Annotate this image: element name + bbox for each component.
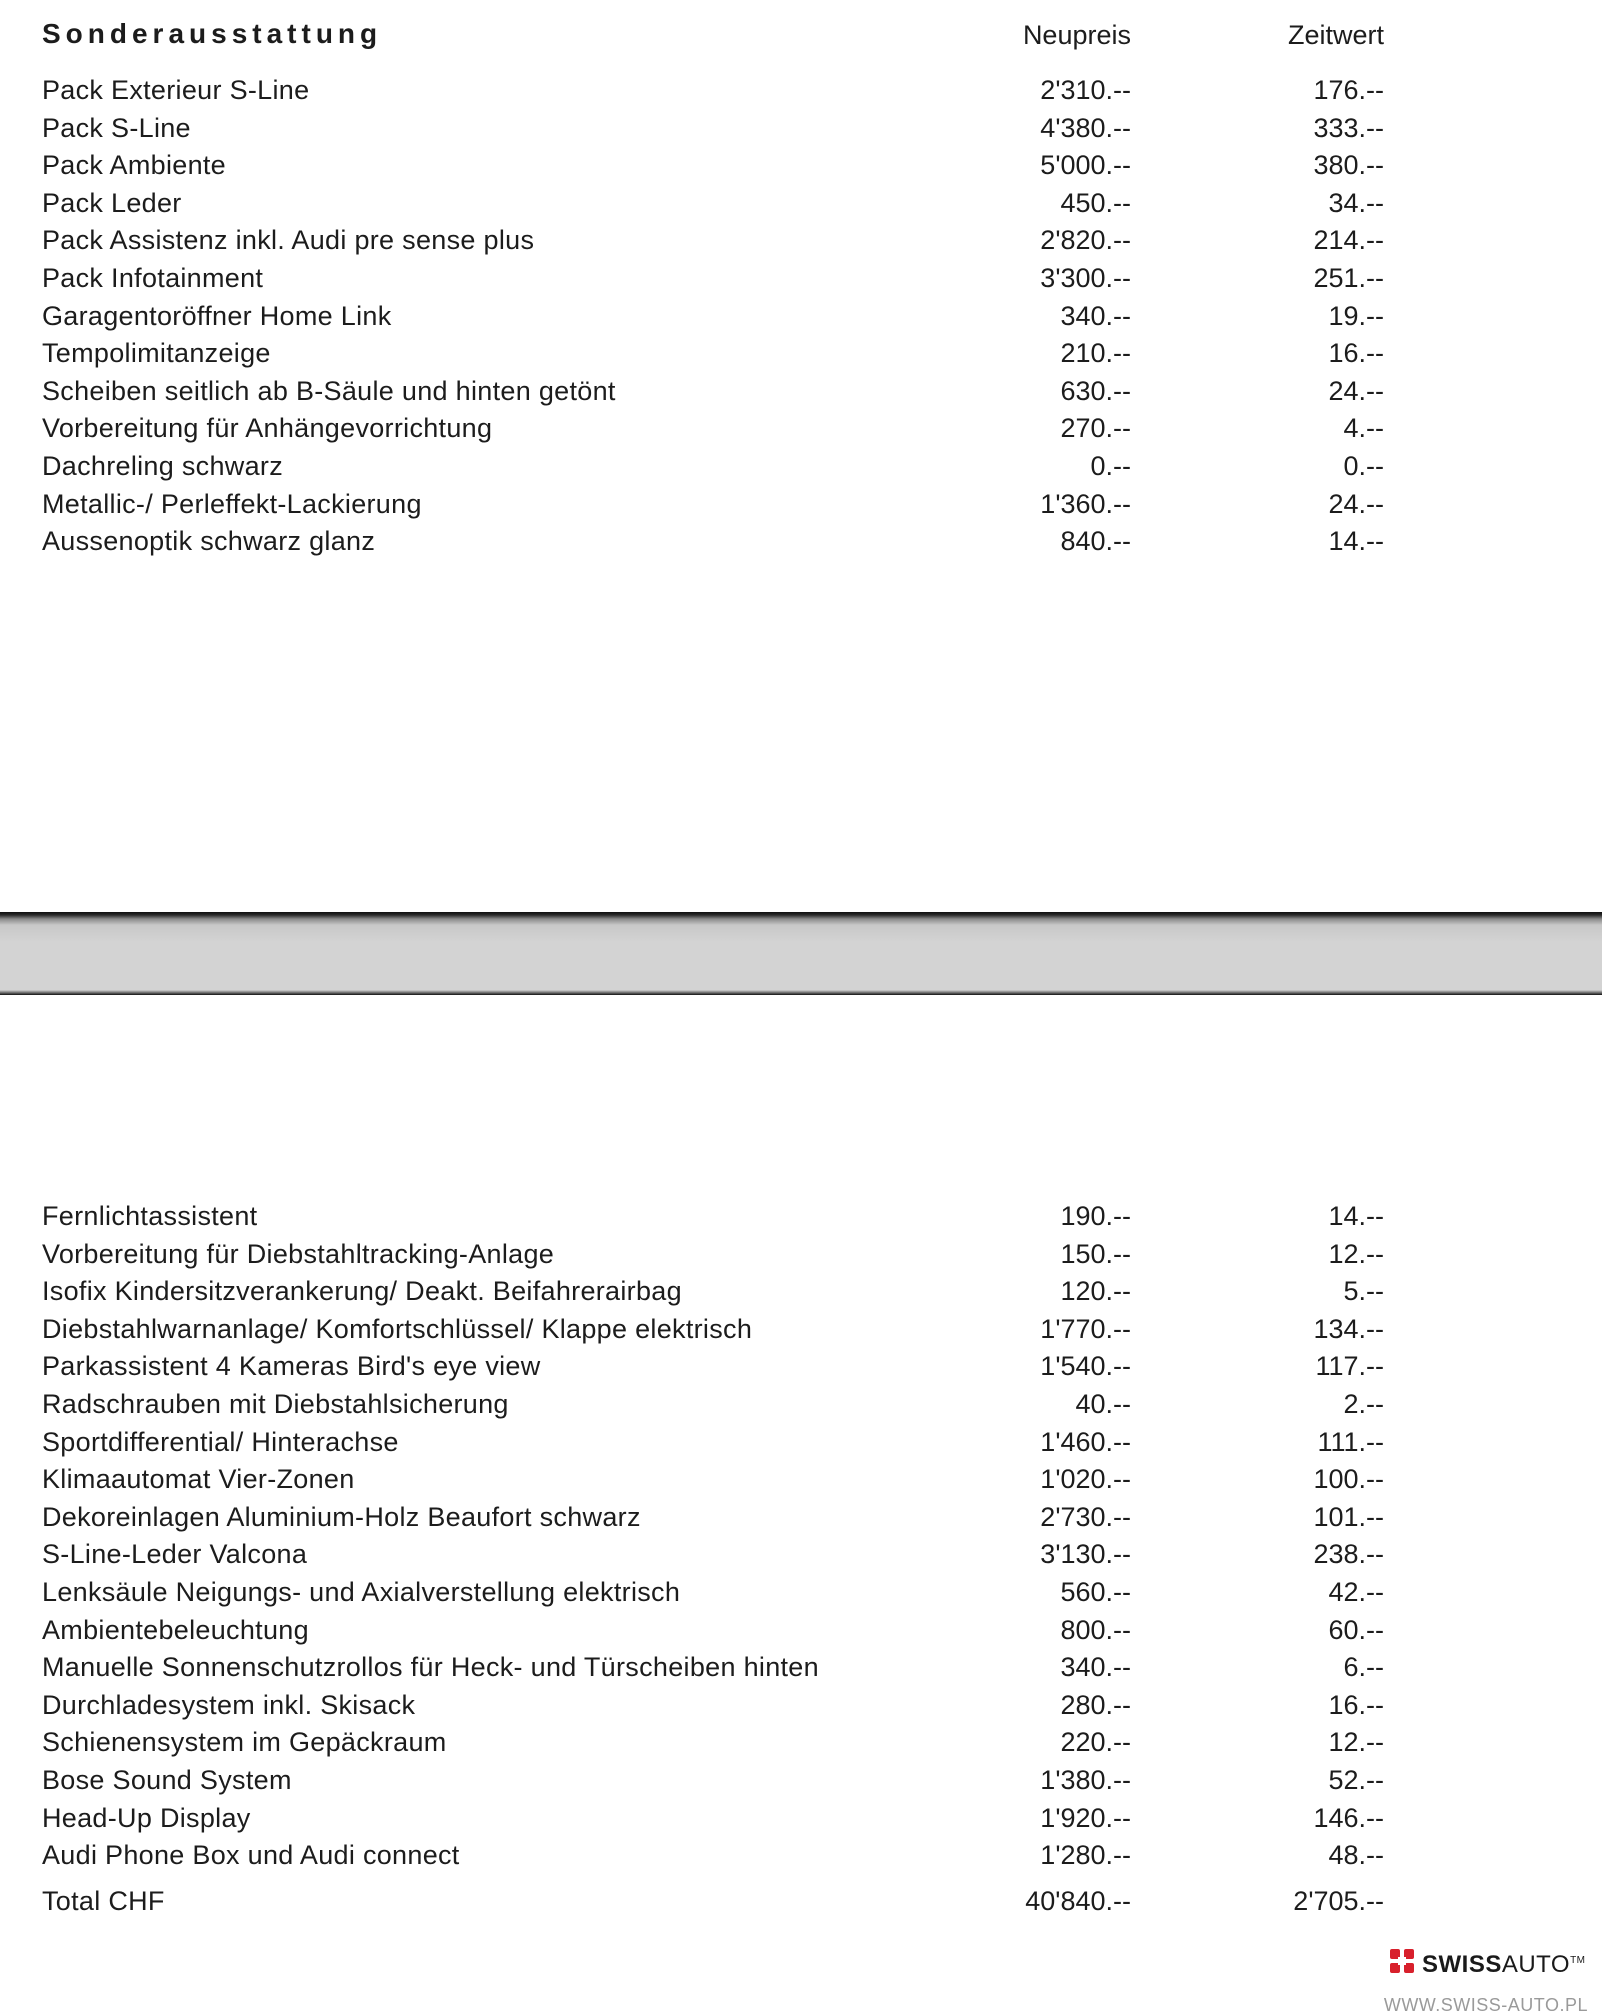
zeitwert-value: 101.-- [1313,1501,1384,1532]
equipment-row [0,146,1602,184]
equipment-row [0,1310,1602,1348]
zeitwert-value: 19.-- [1328,300,1384,331]
equipment-label: Pack Infotainment [42,263,264,293]
equipment-label: Pack Assistenz inkl. Audi pre sense plus [42,225,535,256]
zeitwert-value: 12.-- [1328,1727,1384,1758]
neupreis-value: 1'920.-- [1040,1802,1131,1833]
equipment-label: Head-Up Display [42,1802,251,1833]
equipment-label: Ambientebeleuchtung [42,1614,309,1645]
neupreis-value: 120.-- [1060,1276,1131,1307]
zeitwert-value: 4.-- [1343,413,1384,444]
zeitwert-value: 2.-- [1343,1389,1384,1419]
zeitwert-value: 214.-- [1313,225,1384,256]
equipment-label: Garagentoröffner Home Link [42,300,392,331]
equipment-label: Manuelle Sonnenschutzrollos für Heck- und Türscheiben hinten [42,1652,819,1683]
neupreis-value: 1'540.-- [1040,1351,1131,1382]
equipment-label: Metallic-/ Perleffekt-Lackierung [42,488,422,519]
zeitwert-value: 134.-- [1313,1313,1384,1344]
neupreis-value: 560.-- [1060,1577,1131,1607]
neupreis-value: 40.-- [1075,1389,1131,1419]
zeitwert-value: 0.-- [1343,451,1384,481]
equipment-label: Fernlichtassistent [42,1201,258,1231]
neupreis-value: 3'130.-- [1040,1539,1131,1570]
zeitwert-value: 100.-- [1313,1464,1384,1495]
neupreis-value: 2'820.-- [1040,225,1131,256]
neupreis-value: 210.-- [1060,338,1131,369]
equipment-label: Lenksäule Neigungs- und Axialverstellung elektrisch [42,1577,681,1607]
zeitwert-value: 60.-- [1328,1614,1384,1645]
equipment-label: S-Line-Leder Valcona [42,1539,308,1570]
column-header-neupreis: Neupreis [1022,20,1131,50]
equipment-label: Durchladesystem inkl. Skisack [42,1689,416,1720]
total-zeitwert: 2'705.-- [1293,1886,1384,1916]
neupreis-value: 1'380.-- [1040,1765,1131,1795]
equipment-row [0,1197,1602,1235]
zeitwert-value: 24.-- [1328,375,1384,406]
neupreis-value: 3'300.-- [1040,263,1131,293]
total-label: Total CHF [42,1886,165,1916]
section-bottom [0,995,1602,2016]
zeitwert-value: 34.-- [1328,187,1384,218]
equipment-row [0,1761,1602,1799]
equipment-row [0,1272,1602,1310]
equipment-row [0,1385,1602,1423]
equipment-label: Schienensystem im Gepäckraum [42,1727,447,1758]
equipment-row [0,1686,1602,1724]
brand-url: WWW.SWISS-AUTO.PL [1383,1995,1588,2015]
neupreis-value: 4'380.-- [1040,112,1131,143]
neupreis-value: 0.-- [1090,451,1131,481]
zeitwert-value: 146.-- [1313,1802,1384,1833]
neupreis-value: 1'360.-- [1040,488,1131,519]
neupreis-value: 270.-- [1060,413,1131,444]
equipment-row [0,522,1602,560]
neupreis-value: 1'770.-- [1040,1313,1131,1344]
equipment-label: Scheiben seitlich ab B-Säule und hinten getönt [42,375,616,406]
equipment-label: Pack Exterieur S-Line [42,75,310,105]
equipment-label: Tempolimitanzeige [42,338,271,369]
zeitwert-value: 333.-- [1313,112,1384,143]
neupreis-value: 450.-- [1060,187,1131,218]
equipment-row [0,1611,1602,1649]
neupreis-value: 150.-- [1060,1238,1131,1269]
equipment-row [0,109,1602,147]
equipment-row [0,1535,1602,1573]
equipment-row [0,297,1602,335]
neupreis-value: 630.-- [1060,375,1131,406]
zeitwert-value: 48.-- [1328,1840,1384,1871]
equipment-row [0,1347,1602,1385]
zeitwert-value: 176.-- [1313,75,1384,105]
neupreis-value: 2'310.-- [1040,75,1131,105]
zeitwert-value: 14.-- [1328,526,1384,557]
section-top [0,0,1602,912]
equipment-label: Klimaautomat Vier-Zonen [42,1464,355,1495]
neupreis-value: 280.-- [1060,1689,1131,1720]
equipment-row [0,1799,1602,1837]
neupreis-value: 220.-- [1060,1727,1131,1758]
total-row [0,1882,1602,1920]
zeitwert-value: 16.-- [1328,338,1384,369]
equipment-row [0,1648,1602,1686]
equipment-row [0,447,1602,485]
equipment-label: Parkassistent 4 Kameras Bird's eye view [42,1351,541,1382]
neupreis-value: 5'000.-- [1040,150,1131,181]
equipment-label: Dekoreinlagen Aluminium-Holz Beaufort schwarz [42,1501,641,1532]
column-header-zeitwert: Zeitwert [1287,20,1384,50]
neupreis-value: 840.-- [1060,526,1131,557]
neupreis-value: 1'280.-- [1040,1840,1131,1871]
zeitwert-value: 5.-- [1343,1276,1384,1307]
neupreis-value: 340.-- [1060,1652,1131,1683]
equipment-row [0,259,1602,297]
page-title: Sonderausstattung [42,18,383,49]
equipment-label: Audi Phone Box und Audi connect [42,1840,460,1871]
neupreis-value: 340.-- [1060,300,1131,331]
equipment-row [0,1573,1602,1611]
zeitwert-value: 238.-- [1313,1539,1384,1570]
swissauto-cross-logo-icon [1388,1947,1416,1975]
neupreis-value: 1'020.-- [1040,1464,1131,1495]
zeitwert-value: 24.-- [1328,488,1384,519]
zeitwert-value: 111.-- [1317,1426,1384,1457]
equipment-row [0,1460,1602,1498]
equipment-label: Diebstahlwarnanlage/ Komfortschlüssel/ Klappe elektrisch [42,1313,753,1344]
equipment-label: Bose Sound System [42,1765,292,1795]
brand-name: SWISSAUTO™ [1422,1951,1586,1978]
neupreis-value: 1'460.-- [1040,1426,1131,1457]
brand-logo [1388,1945,1588,1985]
equipment-label: Vorbereitung für Anhängevorrichtung [42,413,493,444]
equipment-row [0,1498,1602,1536]
equipment-label: Isofix Kindersitzverankerung/ Deakt. Beifahrerairbag [42,1276,682,1307]
page-separator [0,912,1602,995]
neupreis-value: 800.-- [1060,1614,1131,1645]
zeitwert-value: 52.-- [1328,1765,1384,1795]
equipment-row [0,1423,1602,1461]
equipment-row [0,1836,1602,1874]
zeitwert-value: 16.-- [1328,1689,1384,1720]
equipment-row [0,372,1602,410]
equipment-label: Aussenoptik schwarz glanz [42,526,376,557]
equipment-label: Pack S-Line [42,112,191,143]
equipment-row [0,221,1602,259]
equipment-row [0,485,1602,523]
zeitwert-value: 6.-- [1343,1652,1384,1683]
equipment-label: Radschrauben mit Diebstahlsicherung [42,1389,509,1419]
equipment-label: Dachreling schwarz [42,451,283,481]
zeitwert-value: 14.-- [1328,1201,1384,1231]
equipment-label: Pack Leder [42,187,182,218]
equipment-row [0,71,1602,109]
equipment-row [0,184,1602,222]
neupreis-value: 2'730.-- [1040,1501,1131,1532]
zeitwert-value: 12.-- [1328,1238,1384,1269]
equipment-row [0,1235,1602,1273]
equipment-label: Sportdifferential/ Hinterachse [42,1426,399,1457]
zeitwert-value: 251.-- [1313,263,1384,293]
zeitwert-value: 42.-- [1328,1577,1384,1607]
equipment-row [0,409,1602,447]
neupreis-value: 190.-- [1060,1201,1131,1231]
equipment-label: Pack Ambiente [42,150,227,181]
equipment-row [0,334,1602,372]
equipment-row [0,1723,1602,1761]
zeitwert-value: 117.-- [1315,1351,1384,1382]
total-neupreis: 40'840.-- [1025,1886,1131,1916]
zeitwert-value: 380.-- [1313,150,1384,181]
equipment-label: Vorbereitung für Diebstahltracking-Anlage [42,1238,555,1269]
